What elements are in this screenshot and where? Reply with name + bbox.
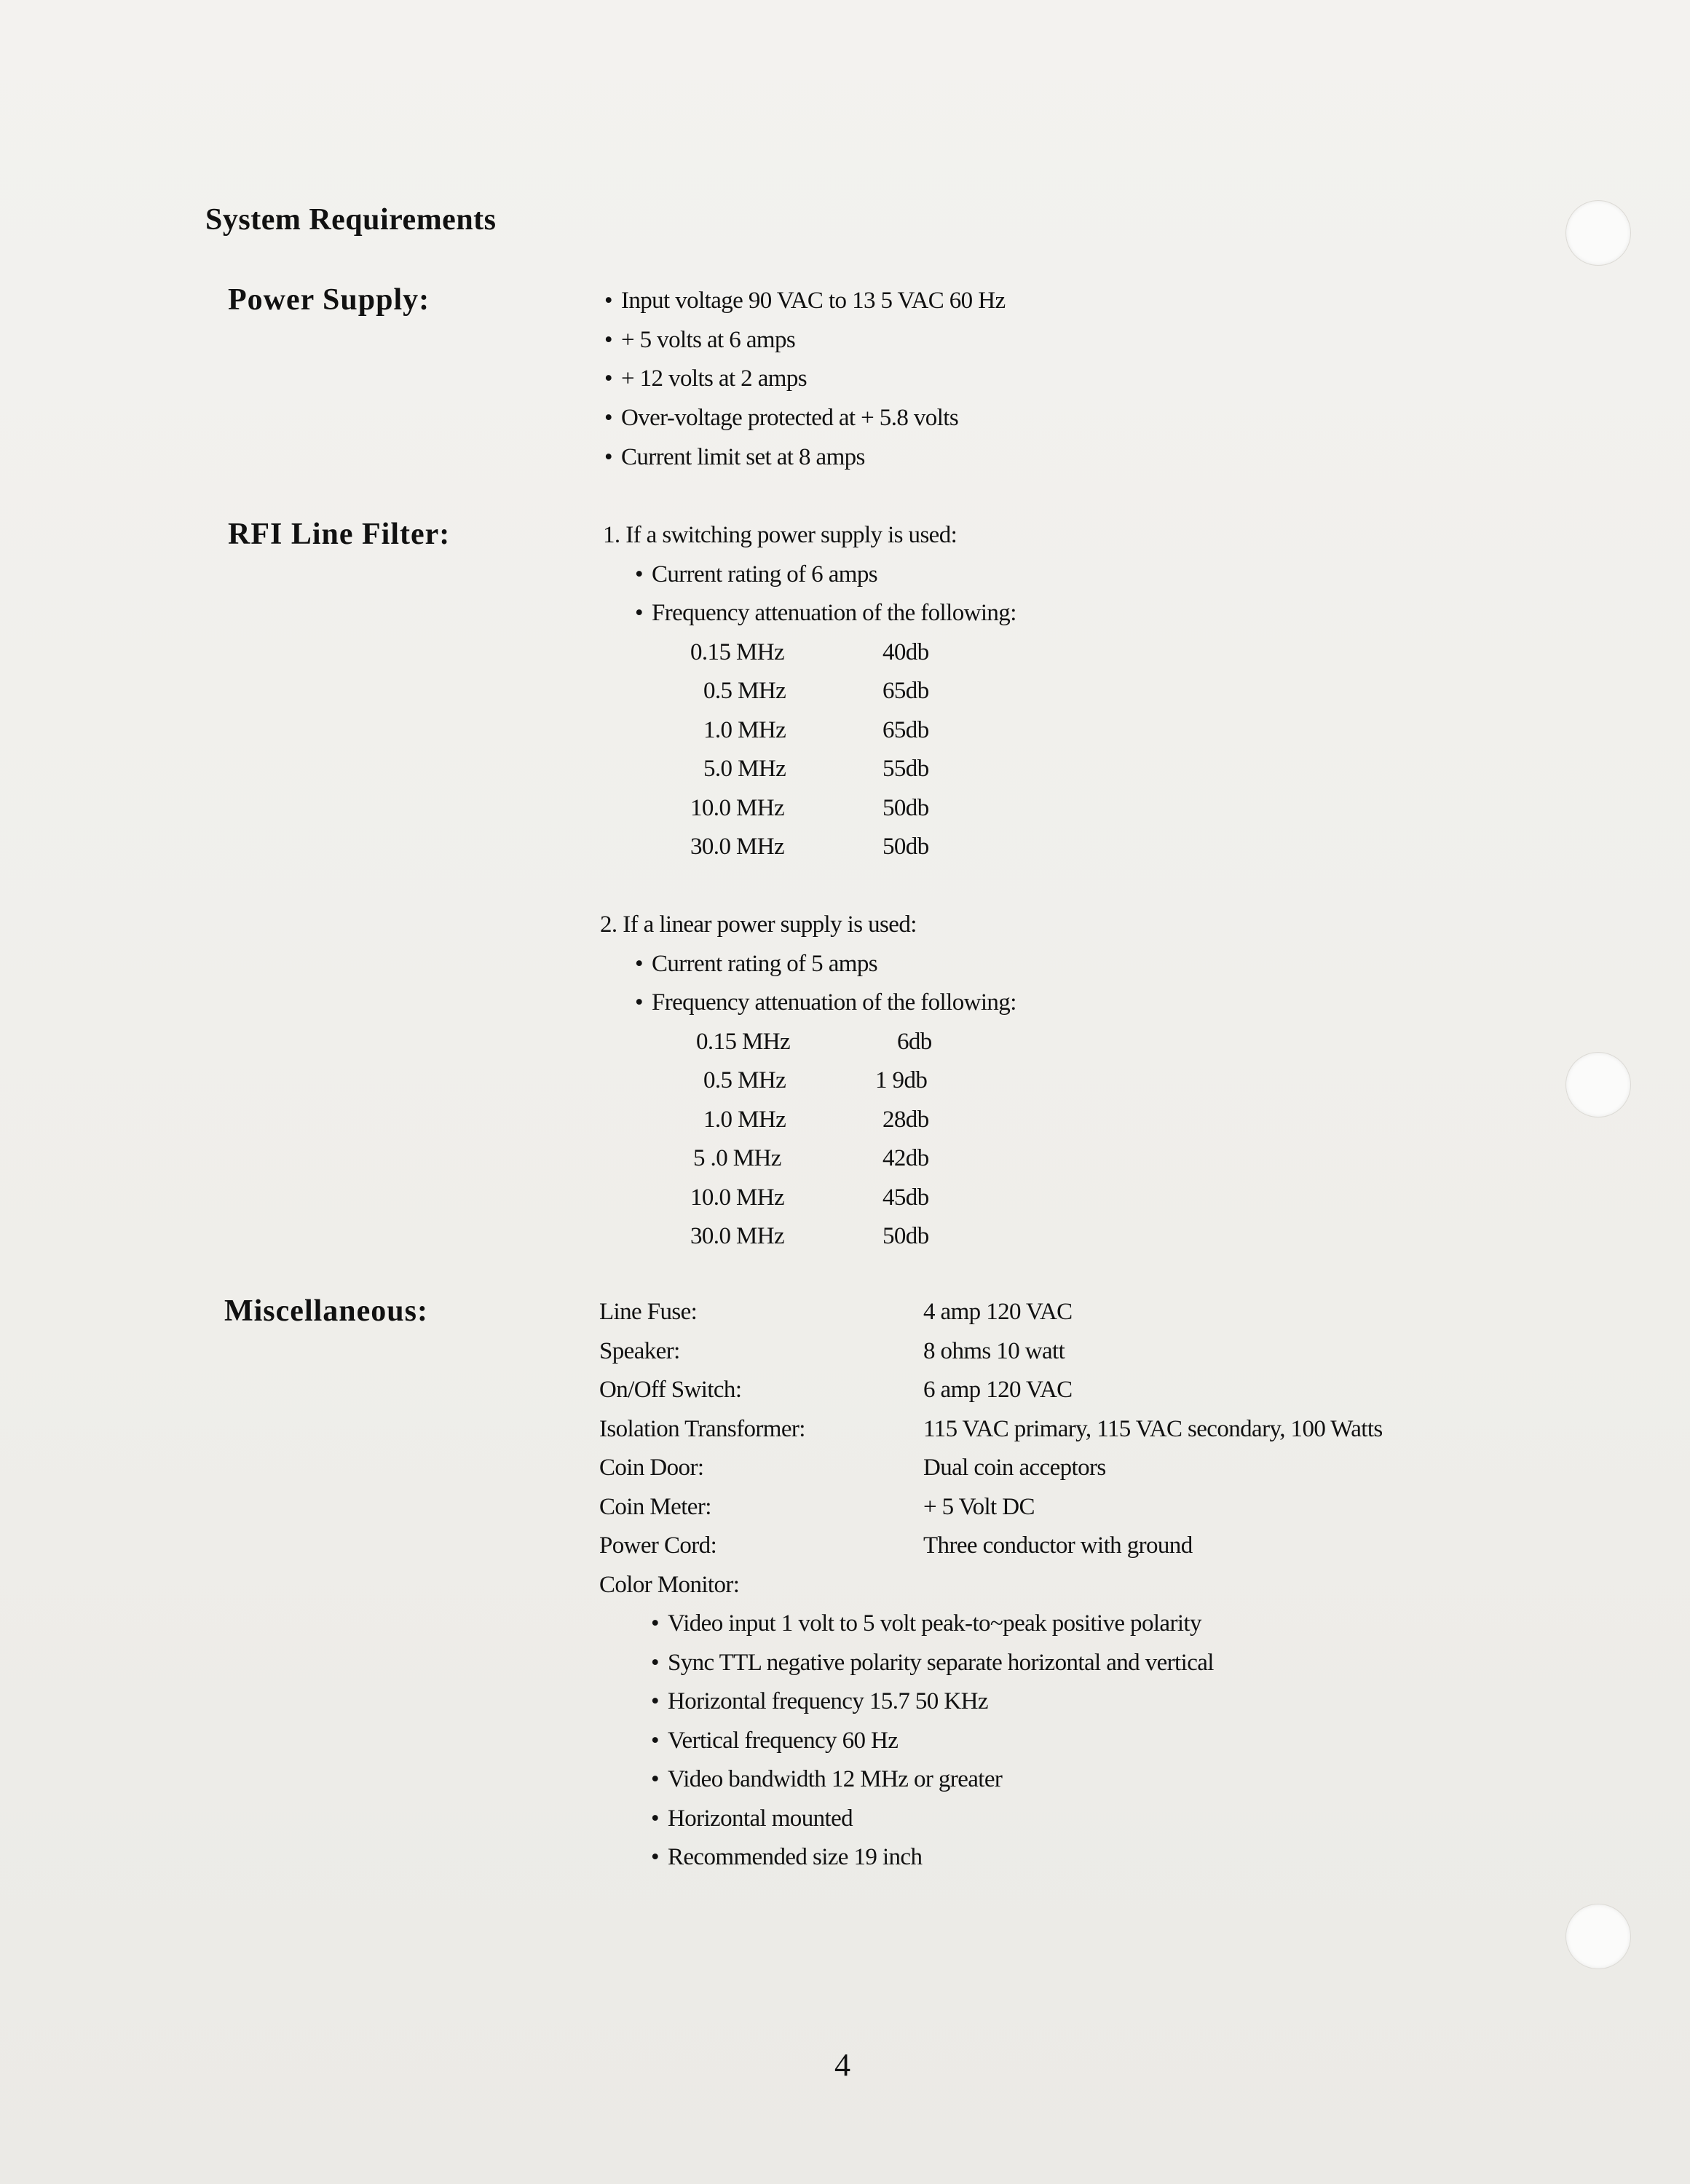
- misc-value: 115 VAC primary, 115 VAC secondary, 100 Watts: [923, 1416, 1383, 1442]
- monitor-item: • Video bandwidth 12 MHz or greater: [651, 1766, 1002, 1793]
- linear-db: 6db: [897, 1029, 932, 1055]
- misc-label: On/Off Switch:: [599, 1377, 742, 1403]
- misc-value: 4 amp 120 VAC: [923, 1299, 1073, 1325]
- switching-freq: 0.5 MHz: [703, 678, 786, 704]
- switching-db: 55db: [882, 756, 929, 782]
- linear-db: 42db: [882, 1145, 929, 1171]
- misc-label: Line Fuse:: [599, 1299, 698, 1325]
- switching-freq: 5.0 MHz: [703, 756, 786, 782]
- linear-freq: 0.5 MHz: [703, 1067, 786, 1093]
- switching-db: 50db: [882, 795, 929, 821]
- switching-db: 65db: [882, 717, 929, 743]
- monitor-item: • Horizontal mounted: [651, 1805, 853, 1832]
- switching-freq: 30.0 MHz: [690, 834, 785, 860]
- misc-label: Coin Door:: [599, 1455, 704, 1481]
- linear-db: 1 9db: [875, 1067, 928, 1093]
- binder-hole-top: [1565, 200, 1631, 266]
- switching-db: 40db: [882, 639, 929, 665]
- monitor-item: • Horizontal frequency 15.7 50 KHz: [651, 1688, 988, 1715]
- monitor-item: • Video input 1 volt to 5 volt peak-to~peak positive polarity: [651, 1610, 1201, 1637]
- power-item: • Input voltage 90 VAC to 13 5 VAC 60 Hz: [604, 288, 1006, 314]
- power-item: • + 12 volts at 2 amps: [604, 365, 807, 392]
- switching-bullet: • Frequency attenuation of the following:: [635, 600, 1016, 627]
- binder-hole-middle: [1565, 1052, 1631, 1117]
- misc-label: Coin Meter:: [599, 1494, 711, 1520]
- switching-freq: 10.0 MHz: [690, 795, 785, 821]
- linear-db: 28db: [882, 1107, 929, 1133]
- power-supply-heading: Power Supply:: [228, 283, 430, 317]
- binder-hole-bottom: [1565, 1904, 1631, 1969]
- linear-bullet: • Current rating of 5 amps: [635, 951, 877, 978]
- linear-bullet: • Frequency attenuation of the following:: [635, 989, 1016, 1016]
- switching-db: 65db: [882, 678, 929, 704]
- monitor-item: • Sync TTL negative polarity separate horizontal and vertical: [651, 1650, 1214, 1677]
- switching-bullet: • Current rating of 6 amps: [635, 561, 877, 588]
- misc-label: Power Cord:: [599, 1532, 717, 1559]
- linear-freq: 1.0 MHz: [703, 1107, 786, 1133]
- switching-db: 50db: [882, 834, 929, 860]
- monitor-item: • Recommended size 19 inch: [651, 1844, 922, 1871]
- misc-value: 8 ohms 10 watt: [923, 1338, 1065, 1364]
- linear-db: 45db: [882, 1184, 929, 1211]
- misc-heading: Miscellaneous:: [224, 1294, 428, 1328]
- page-title: System Requirements: [205, 203, 497, 237]
- misc-value: 6 amp 120 VAC: [923, 1377, 1073, 1403]
- switching-freq: 1.0 MHz: [703, 717, 786, 743]
- power-item: • Current limit set at 8 amps: [604, 444, 865, 471]
- rfi-heading: RFI Line Filter:: [228, 518, 451, 551]
- linear-freq: 5 .0 MHz: [693, 1145, 781, 1171]
- linear-freq: 0.15 MHz: [696, 1029, 791, 1055]
- page-number: 4: [834, 2047, 850, 2083]
- switching-supply-label: 1. If a switching power supply is used:: [603, 522, 957, 548]
- linear-supply-label: 2. If a linear power supply is used:: [600, 911, 917, 938]
- misc-value: + 5 Volt DC: [923, 1494, 1035, 1520]
- misc-label: Speaker:: [599, 1338, 680, 1364]
- power-item: • + 5 volts at 6 amps: [604, 327, 795, 354]
- misc-label: Isolation Transformer:: [599, 1416, 805, 1442]
- linear-freq: 10.0 MHz: [690, 1184, 785, 1211]
- switching-freq: 0.15 MHz: [690, 639, 785, 665]
- misc-value: Dual coin acceptors: [923, 1455, 1106, 1481]
- monitor-item: • Vertical frequency 60 Hz: [651, 1728, 898, 1754]
- misc-value: Three conductor with ground: [923, 1532, 1193, 1559]
- color-monitor-label: Color Monitor:: [599, 1572, 740, 1598]
- linear-db: 50db: [882, 1223, 929, 1249]
- linear-freq: 30.0 MHz: [690, 1223, 785, 1249]
- power-item: • Over-voltage protected at + 5.8 volts: [604, 405, 958, 432]
